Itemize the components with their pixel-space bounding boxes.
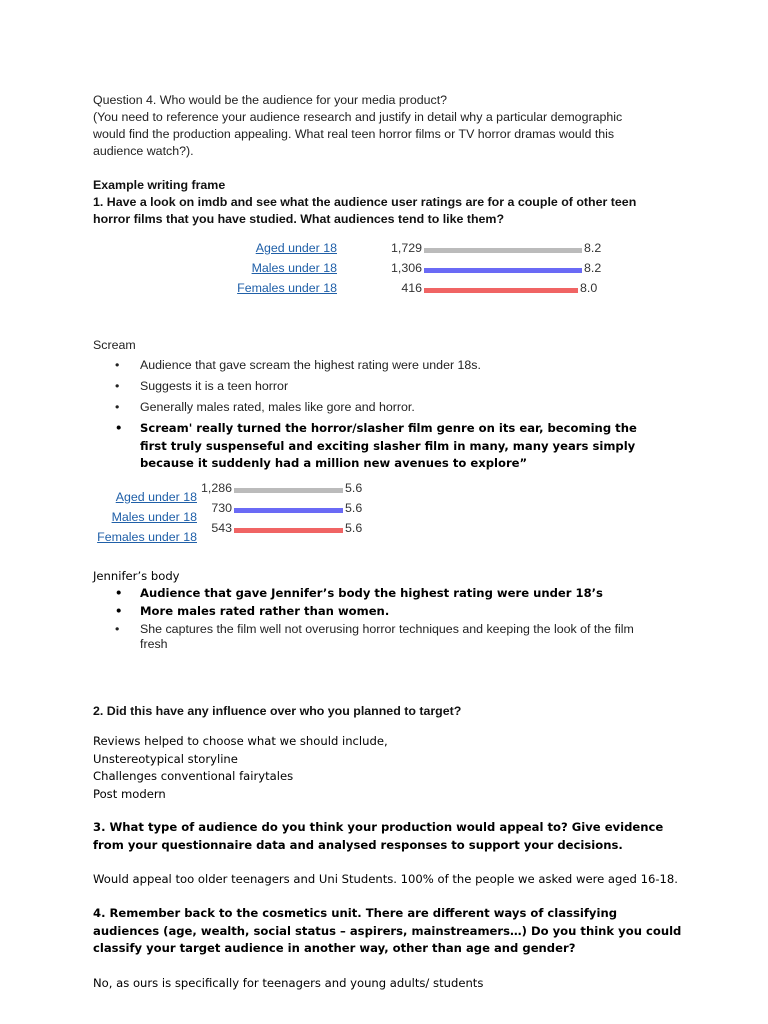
rating-row bbox=[0, 241, 768, 261]
rating-bar bbox=[234, 488, 343, 493]
answer-line: Post modern bbox=[93, 786, 166, 801]
question-4-block bbox=[93, 92, 653, 160]
list-item: • Audience that gave scream the highest rating were under 18s. bbox=[93, 357, 653, 374]
scream-bullets bbox=[93, 357, 653, 416]
rating-row bbox=[0, 281, 768, 301]
list-item: • Generally males rated, males like gore and horror. bbox=[93, 399, 653, 416]
rating-score: 5.6 bbox=[345, 521, 363, 535]
scream-title: Scream bbox=[93, 338, 136, 352]
question-3: 3. What type of audience do you think your production would appeal to? Give evidence from your questionnaire data and analysed responses to support your decisions. bbox=[93, 820, 664, 852]
rating-label-link[interactable]: Females under 18 bbox=[237, 281, 337, 295]
rating-label-link[interactable]: Aged under 18 bbox=[115, 490, 197, 504]
rating-row bbox=[0, 521, 768, 544]
rating-count: 1,286 bbox=[200, 481, 232, 495]
question-4-title: Question 4. Who would be the audience for your media product? bbox=[93, 93, 448, 107]
question-1: 1. Have a look on imdb and see what the audience user ratings are for a couple of other teen horror films that you have studied. What audiences tend to like them? bbox=[93, 195, 637, 226]
jennifer-bold-bullets bbox=[93, 585, 653, 620]
jennifer-bullets bbox=[93, 622, 653, 652]
writing-frame-heading: Example writing frame bbox=[93, 178, 226, 192]
rating-count: 730 bbox=[211, 501, 232, 515]
rating-score: 8.2 bbox=[584, 261, 602, 275]
rating-score: 5.6 bbox=[345, 501, 363, 515]
answer-line: Challenges conventional fairytales bbox=[93, 769, 294, 783]
question-3-answer: Would appeal too older teenagers and Uni Students. 100% of the people we asked were aged 16-18. bbox=[93, 872, 678, 886]
rating-label-link[interactable]: Males under 18 bbox=[111, 510, 197, 524]
rating-score: 8.2 bbox=[584, 241, 602, 255]
rating-count: 1,306 bbox=[390, 261, 422, 275]
list-item: • Suggests it is a teen horror bbox=[93, 378, 653, 395]
answer-line: Reviews helped to choose what we should include, bbox=[93, 734, 388, 748]
question-4-answer: No, as ours is specifically for teenagers and young adults/ students bbox=[93, 976, 484, 990]
writing-frame bbox=[93, 177, 673, 228]
rating-row bbox=[0, 501, 768, 524]
question-4-cosmetics: 4. Remember back to the cosmetics unit. There are different ways of classifying audiences (age, wealth, social status – aspirers, mainstreamers…) Do you think you could classify your target audience in another way, other than age and gender? bbox=[93, 906, 682, 955]
question-2-answers bbox=[93, 733, 653, 803]
answer-line: Unstereotypical storyline bbox=[93, 751, 238, 766]
rating-bar bbox=[234, 528, 343, 533]
question-2: 2. Did this have any influence over who you planned to target? bbox=[93, 704, 462, 718]
list-item: • She captures the film well not overusing horror techniques and keeping the look of the film fresh bbox=[93, 622, 653, 652]
list-item: • More males rated rather than women. bbox=[93, 603, 653, 621]
list-item: • Audience that gave Jennifer’s body the highest rating were under 18’s bbox=[93, 585, 653, 603]
rating-label-link[interactable]: Males under 18 bbox=[251, 261, 337, 275]
scream-quote-list bbox=[93, 420, 653, 473]
rating-bar bbox=[234, 508, 343, 513]
rating-count: 543 bbox=[211, 521, 232, 535]
rating-score: 5.6 bbox=[345, 481, 363, 495]
rating-score: 8.0 bbox=[580, 281, 598, 295]
rating-bar bbox=[424, 288, 578, 293]
rating-bar bbox=[424, 248, 582, 253]
rating-label-link[interactable]: Aged under 18 bbox=[255, 241, 337, 255]
question-4-instructions: (You need to reference your audience research and justify in detail why a particular demographic would find the production appealing. What real teen horror films or TV horror dramas would this audience watch?). bbox=[93, 110, 623, 158]
rating-count: 1,729 bbox=[390, 241, 422, 255]
rating-bar bbox=[424, 268, 582, 273]
rating-row bbox=[0, 481, 768, 504]
rating-count: 416 bbox=[401, 281, 422, 295]
rating-row bbox=[0, 261, 768, 281]
scream-quote: • Scream' really turned the horror/slasher film genre on its ear, becoming the first truly suspenseful and exciting slasher film in many, many years simply because it suddenly had a million new avenues to explore” bbox=[93, 420, 653, 473]
rating-label-link[interactable]: Females under 18 bbox=[97, 530, 197, 544]
jennifer-title: Jennifer’s body bbox=[93, 569, 180, 583]
